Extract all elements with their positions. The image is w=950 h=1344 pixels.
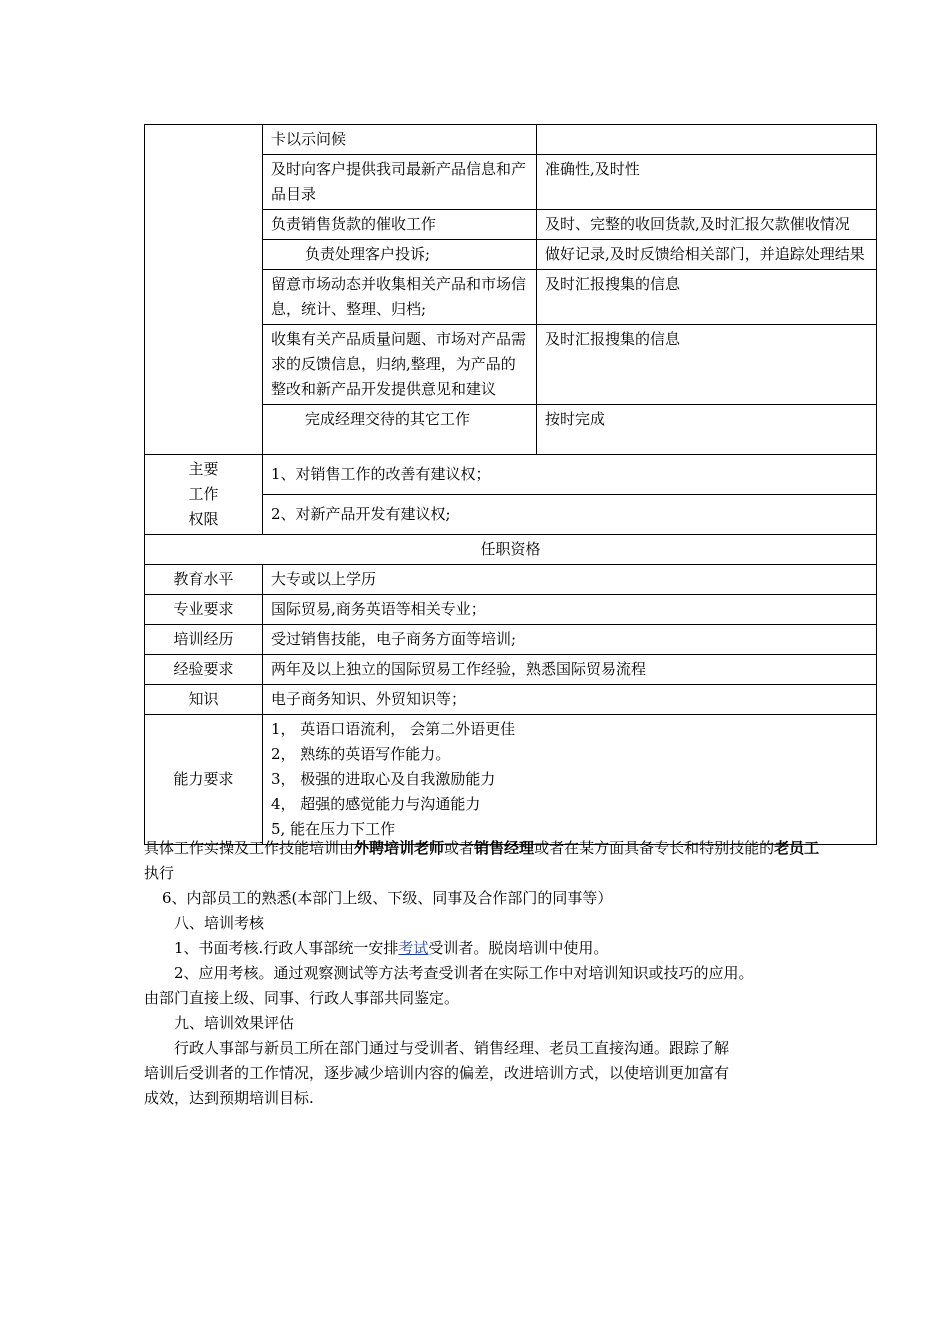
qualification-label: 经验要求: [145, 655, 263, 685]
duty-task: 卡以示问候: [263, 125, 537, 155]
body-text: [144, 836, 824, 1111]
qualification-label: 知识: [145, 685, 263, 715]
authority-label: [145, 455, 263, 535]
text-run: 具体工作实操及工作技能培训由: [144, 839, 355, 857]
ability-item: 1， 英语口语流利， 会第二外语更佳: [271, 720, 516, 738]
paragraph: [144, 836, 824, 886]
text-run: 或者: [444, 839, 475, 857]
text-run: 执行: [144, 864, 175, 882]
duty-standard: 做好记录,及时反馈给相关部门，并追踪处理结果: [537, 240, 877, 270]
duty-standard: 及时汇报搜集的信息: [537, 270, 877, 325]
paragraph: 2、应用考核。通过观察测试等方法考查受训者在实际工作中对培训知识或技巧的应用。: [174, 964, 754, 982]
ability-item: 2， 熟练的英语写作能力。: [271, 745, 451, 763]
qualification-header-row: [145, 535, 877, 565]
ability-item: 4， 超强的感觉能力与沟通能力: [271, 795, 481, 813]
qualification-value: 国际贸易,商务英语等相关专业；: [263, 595, 877, 625]
qualification-row: [145, 625, 877, 655]
text-run: 受训者。脱岗培训中使用。: [428, 939, 609, 957]
paragraph: [144, 936, 824, 961]
qualification-value: 大专或以上学历: [263, 565, 877, 595]
ability-item: 3， 极强的进取心及自我激励能力: [271, 770, 496, 788]
ability-item: 5, 能在压力下工作: [271, 820, 396, 838]
qualification-header: 任职资格: [145, 535, 877, 565]
section-heading: 九、培训效果评估: [174, 1014, 295, 1032]
qualification-value: 受过销售技能，电子商务方面等培训;: [263, 625, 877, 655]
duty-standard: [537, 125, 877, 155]
qualification-value: 电子商务知识、外贸知识等；: [263, 685, 877, 715]
text-run: 或者在某方面具备专长和特别技能的: [534, 839, 775, 857]
qualification-label: 教育水平: [145, 565, 263, 595]
ability-list: [263, 715, 877, 845]
qualification-value: 两年及以上独立的国际贸易工作经验，熟悉国际贸易流程: [263, 655, 877, 685]
duty-standard: 及时、完整的收回货款,及时汇报欠款催收情况: [537, 210, 877, 240]
bold-text: 销售经理: [474, 839, 535, 857]
ability-label: 能力要求: [145, 715, 263, 845]
bold-text: 外聘培训老师: [354, 839, 445, 857]
duty-task: 完成经理交待的其它工作: [263, 405, 537, 455]
job-description-table: [144, 124, 877, 845]
ability-row: [145, 715, 877, 845]
qualification-row: [145, 565, 877, 595]
qualification-row: [145, 595, 877, 625]
authority-item: 1、对销售工作的改善有建议权；: [263, 455, 877, 495]
duty-standard: 及时汇报搜集的信息: [537, 325, 877, 405]
authority-label-line: 工作: [188, 485, 219, 503]
paragraph: 6、内部员工的熟悉(本部门上级、下级、同事及合作部门的同事等）: [162, 889, 613, 907]
paragraph: 培训后受训者的工作情况，逐步减少培训内容的偏差，改进培训方式，以使培训更加富有: [144, 1064, 730, 1082]
authority-item: 2、对新产品开发有建议权;: [263, 495, 877, 535]
bold-text: 老员工: [774, 839, 820, 857]
qualification-label: 专业要求: [145, 595, 263, 625]
text-run: 1、书面考核.行政人事部统一安排: [174, 939, 399, 957]
duty-row: [145, 125, 877, 155]
paragraph: 成效，达到预期培训目标.: [144, 1089, 314, 1107]
duty-label-cell: [145, 125, 263, 455]
qualification-label: 培训经历: [145, 625, 263, 655]
duty-task: 收集有关产品质量问题、市场对产品需求的反馈信息，归纳,整理，为产品的整改和新产品开发提供意见和建议: [263, 325, 537, 405]
authority-row: [145, 455, 877, 495]
duty-task: 及时向客户提供我司最新产品信息和产品目录: [263, 155, 537, 210]
authority-label-line: 权限: [188, 510, 219, 528]
section-heading: 八、培训考核: [174, 914, 265, 932]
duty-task: 负责销售货款的催收工作: [263, 210, 537, 240]
qualification-row: [145, 685, 877, 715]
duty-task: 负责处理客户投诉;: [263, 240, 537, 270]
qualification-row: [145, 655, 877, 685]
duty-task: 留意市场动态并收集相关产品和市场信息，统计、整理、归档;: [263, 270, 537, 325]
paragraph: 行政人事部与新员工所在部门通过与受训者、销售经理、老员工直接沟通。跟踪了解: [174, 1039, 730, 1057]
exam-link[interactable]: 考试: [398, 939, 429, 957]
paragraph: 由部门直接上级、同事、行政人事部共同鉴定。: [144, 989, 460, 1007]
duty-standard: 按时完成: [537, 405, 877, 455]
duty-standard: 准确性,及时性: [537, 155, 877, 210]
authority-label-line: 主要: [188, 460, 219, 478]
